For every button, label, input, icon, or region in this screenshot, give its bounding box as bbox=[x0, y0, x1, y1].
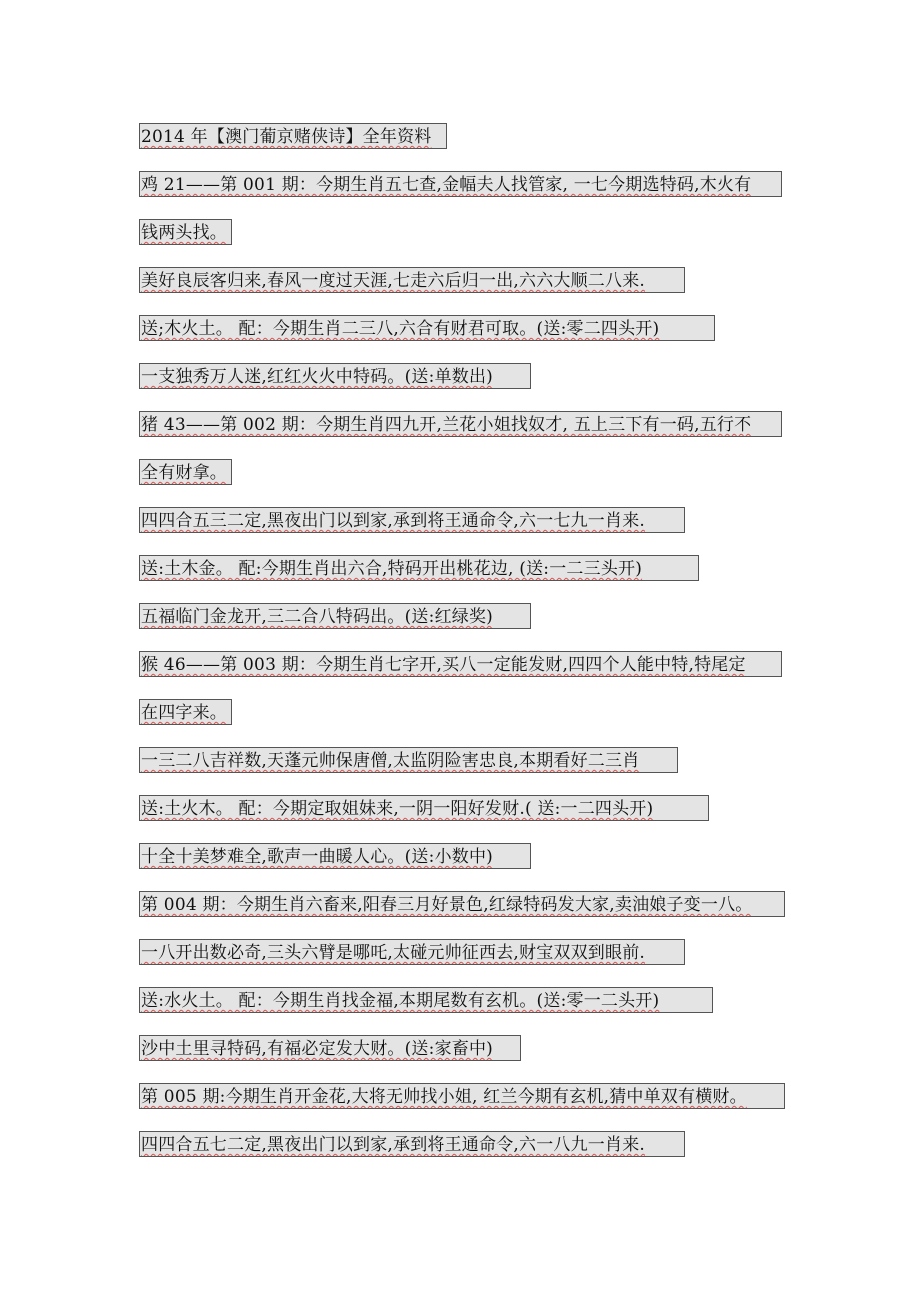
doc-line-6: 猪 43——第 002 期：今期生肖四九开,兰花小姐找奴才, 五上三下有一码,五行不 bbox=[139, 411, 782, 437]
doc-line-16: 第 004 期：今期生肖六畜来,阳春三月好景色,红绿特码发大家,卖油娘子变一八。 bbox=[139, 891, 785, 917]
doc-line-9: 送:土木金。 配:今期生肖出六合,特码开出桃花边, (送:一二三头开) bbox=[139, 555, 699, 581]
doc-line-3: 美好良辰客归来,春风一度过天涯,七走六后归一出,六六大顺二八来. bbox=[139, 267, 685, 293]
doc-line-11: 猴 46——第 003 期：今期生肖七字开,买八一定能发财,四四个人能中特,特尾定 bbox=[139, 651, 782, 677]
doc-line-7: 全有财拿。 bbox=[139, 459, 232, 485]
doc-line-1: 鸡 21——第 001 期：今期生肖五七查,金幅夫人找管家, 一七今期选特码,木火有 bbox=[139, 171, 782, 197]
doc-line-10: 五福临门金龙开,三二合八特码出。(送:红绿奖) bbox=[139, 603, 531, 629]
doc-line-19: 沙中土里寻特码,有福必定发大财。(送:家畜中) bbox=[139, 1035, 521, 1061]
doc-line-18: 送:水火土。 配：今期生肖找金福,本期尾数有玄机。(送:零一二头开) bbox=[139, 987, 713, 1013]
doc-line-20: 第 005 期:今期生肖开金花,大将无帅找小姐, 红兰今期有玄机,猜中单双有横财。 bbox=[139, 1083, 785, 1109]
doc-line-15: 十全十美梦难全,歌声一曲暖人心。(送:小数中) bbox=[139, 843, 531, 869]
doc-line-17: 一八开出数必奇,三头六臂是哪吒,太碰元帅征西去,财宝双双到眼前. bbox=[139, 939, 685, 965]
doc-line-8: 四四合五三二定,黑夜出门以到家,承到将王通命令,六一七九一肖来. bbox=[139, 507, 685, 533]
doc-line-13: 一三二八吉祥数,天蓬元帅保唐僧,太监阴险害忠良,本期看好二三肖 bbox=[139, 747, 678, 773]
doc-line-4: 送;木火土。 配：今期生肖二三八,六合有财君可取。(送:零二四头开) bbox=[139, 315, 715, 341]
doc-line-21: 四四合五七二定,黑夜出门以到家,承到将王通命令,六一八九一肖来. bbox=[139, 1131, 685, 1157]
doc-line-12: 在四字来。 bbox=[139, 699, 232, 725]
doc-line-2: 钱两头找。 bbox=[139, 219, 232, 245]
doc-line-5: 一支独秀万人迷,红红火火中特码。(送:单数出) bbox=[139, 363, 531, 389]
doc-line-14: 送:土火木。 配：今期定取姐妹来,一阴一阳好发财.( 送:一二四头开) bbox=[139, 795, 709, 821]
doc-title: 2014 年【澳门葡京赌侠诗】全年资料 bbox=[139, 123, 447, 149]
